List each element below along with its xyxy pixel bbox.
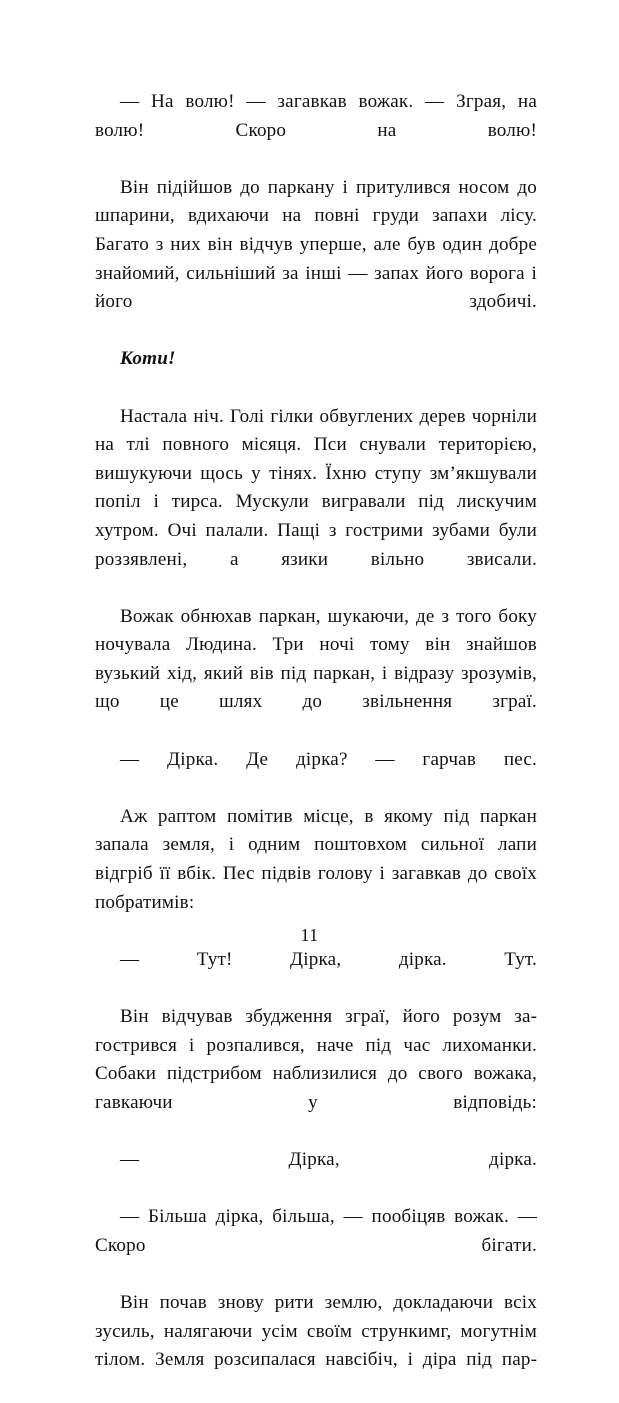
page-number: 11 (300, 925, 319, 945)
paragraph-body-1: Він підійшов до паркану і притулився носом до шпарини, вдихаючи на повні груди запахи лісу. Багато з них він відчув уперше, але був один добре знайомий, сильніший за інші — запах його ворога і його здобичі. (95, 176, 537, 313)
paragraph-body-5: Він відчував збудження зграї, його розум загострився і розпалився, наче під час лихоманки. Собаки підстрибом наблизилися до свого вожака, гавкаючи у відповідь: (95, 1006, 537, 1113)
paragraph-dialogue-5: — Більша дірка, більша, — пообіцяв вожак. — Скоро бігати. (95, 1206, 537, 1256)
paragraph-body-3: Вожак обнюхав паркан, шукаючи, де з того боку ночувала Людина. Три ночі тому він знайшов вузький хід, який вів під паркан, і відразу зрозумів, що це шлях до звільнення зграї. (95, 605, 537, 713)
paragraph-body-4: Аж раптом помітив місце, в якому під паркан запала земля, і одним поштовхом сильної лапи відгріб її вбік. Пес підвів голову і загавкав до своїх побратимів: (95, 805, 537, 913)
paragraph-dialogue-2: — Дірка. Де дірка? — гарчав пес. (120, 748, 537, 770)
paragraph-dialogue-4: — Дірка, дірка. (120, 1148, 537, 1170)
paragraph-dialogue-1: — На волю! — загавкав вожак. — Зграя, на волю! Скоро на волю! (95, 91, 537, 141)
paragraph-body-6: Він почав знову рити землю, докладаючи всіх зусиль, налягаючи усім своїм стрункимг, могутнім тілом. Земля розсипалася навсібіч, і діра під пар (95, 1291, 537, 1371)
paragraph-dialogue-3: — Тут! Дірка, дірка. Тут. (120, 948, 537, 970)
page-text-body (95, 88, 537, 1403)
paragraph-body-2: Настала ніч. Голі гілки обвуглених дерев чорніли на тлі повного місяця. Пси снували територією, вишукуючи щось у тінях. Їхню ступу зм’якшували попіл і тирса. Мускули вигравали під лискучим хутром. Очі палали. Пащі з гострими зубами були роззявлені, а язики вільно звисали. (95, 405, 537, 570)
paragraph-cats-exclamation: Коти! (120, 348, 176, 370)
